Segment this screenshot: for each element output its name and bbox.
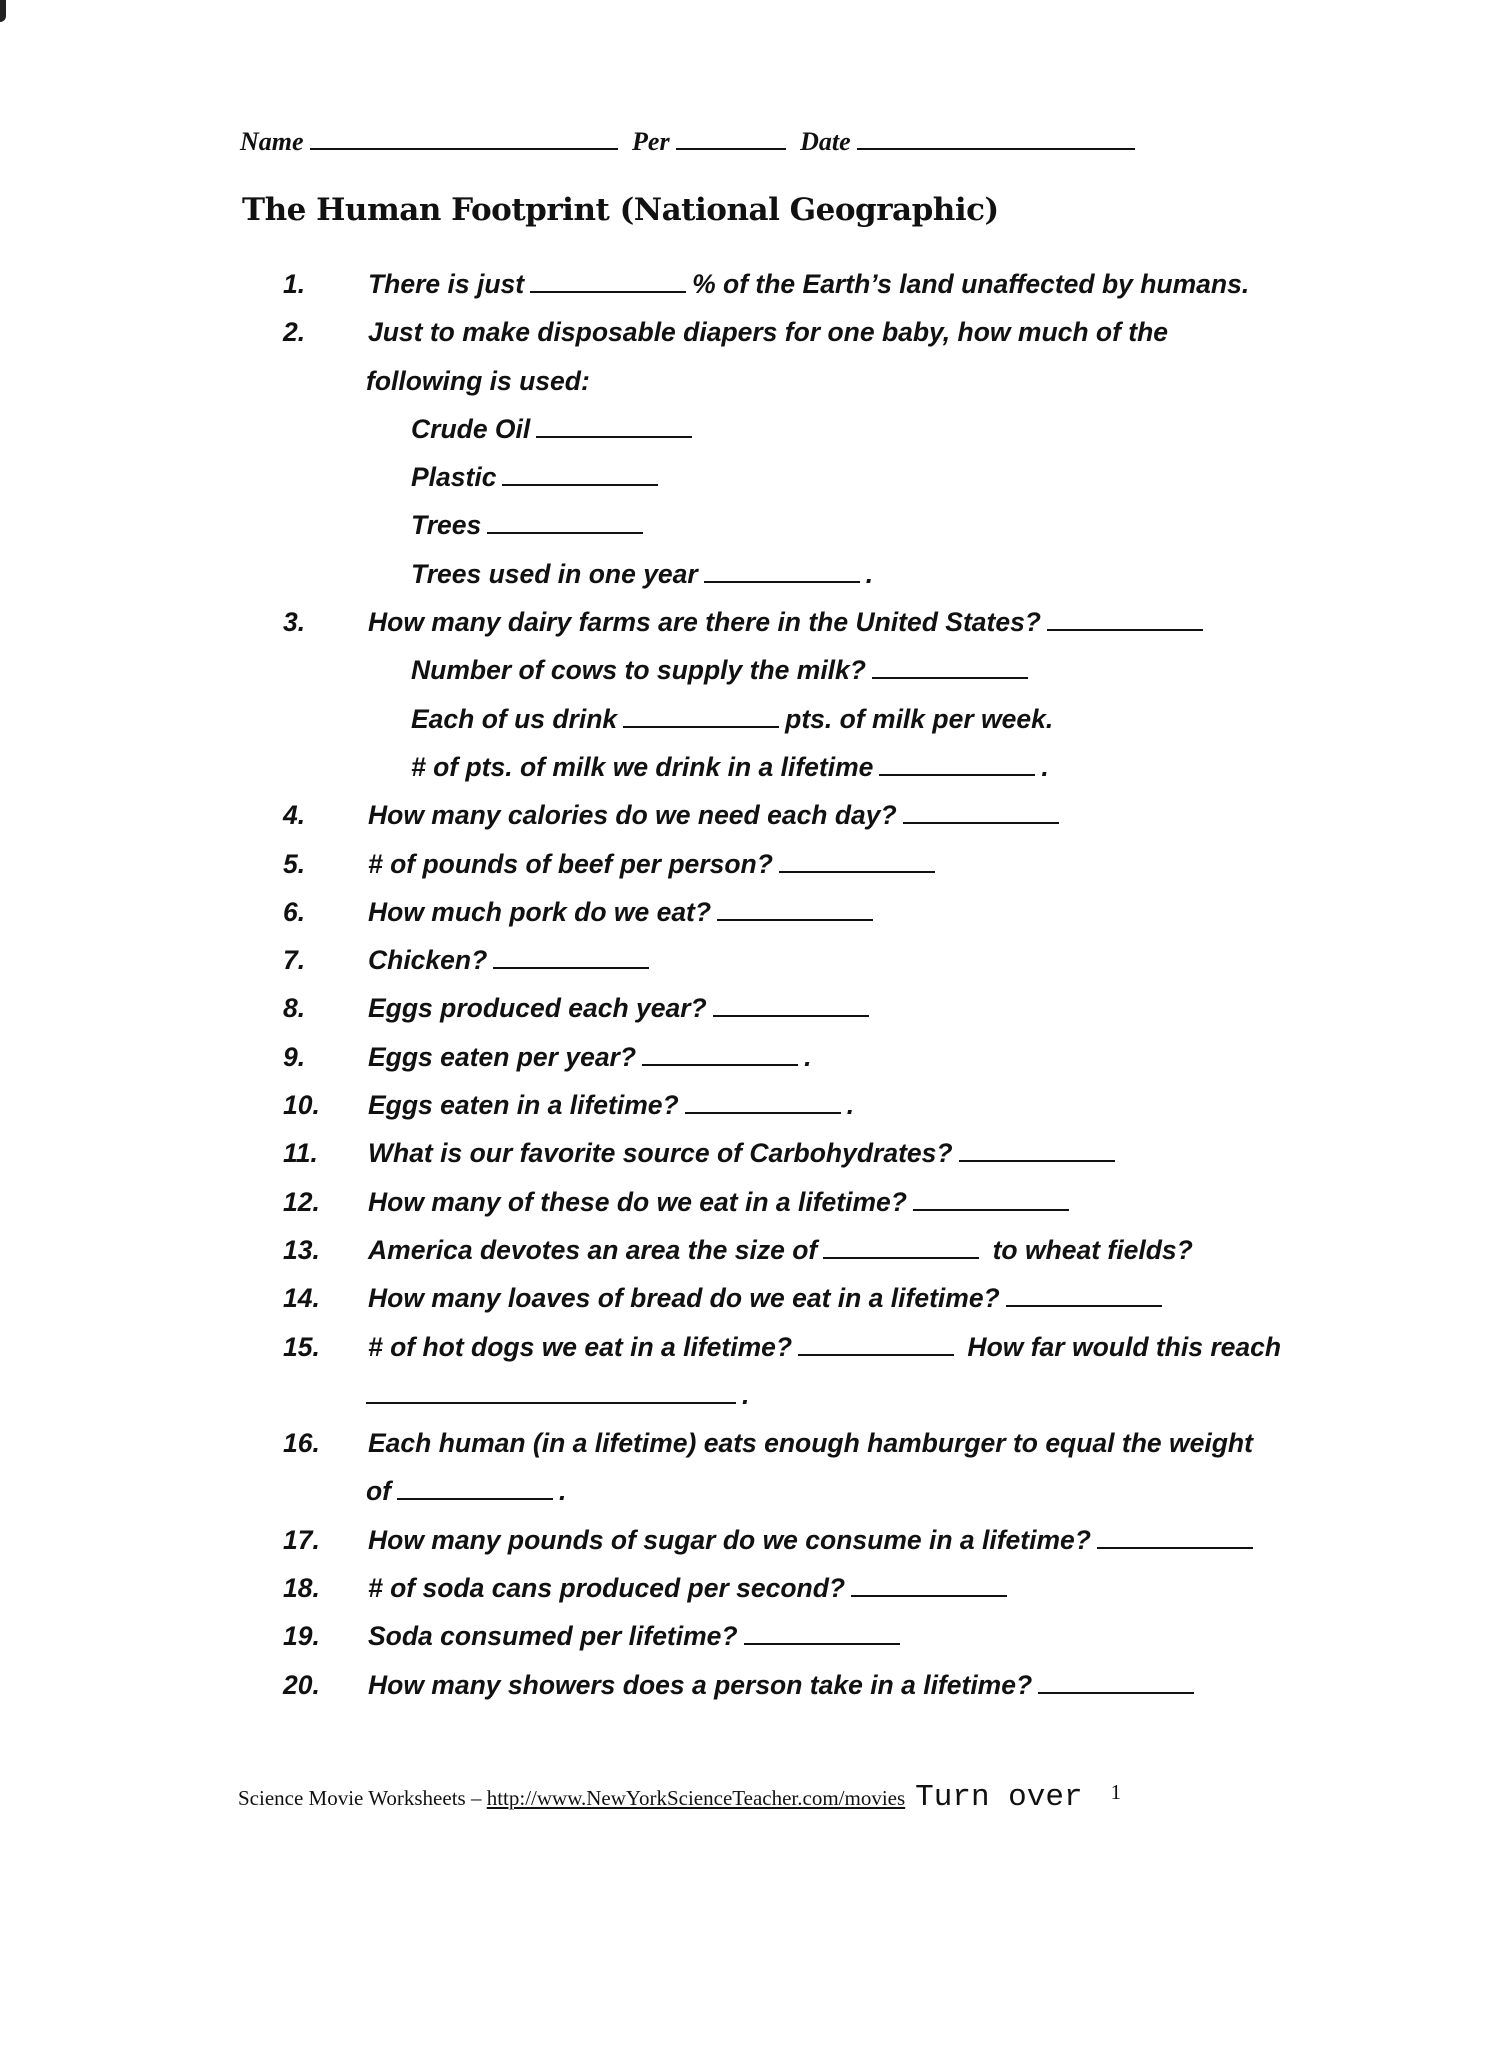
question-text-segment: % of the Earth’s land unaffected by humans. xyxy=(692,269,1250,299)
question-text-segment: # of hot dogs we eat in a lifetime? xyxy=(368,1331,793,1362)
question-text xyxy=(368,1323,1281,1371)
question-number: 2. xyxy=(283,317,306,348)
question-text xyxy=(411,453,664,501)
question-text xyxy=(368,936,655,984)
question-text-segment: # of pounds of beef per person? xyxy=(368,848,773,879)
question-line xyxy=(0,791,1492,839)
question-number: 14. xyxy=(283,1283,320,1314)
answer-blank[interactable] xyxy=(717,895,873,921)
answer-blank[interactable] xyxy=(366,1378,736,1404)
question-text xyxy=(368,1612,906,1660)
question-text xyxy=(368,1274,1168,1322)
worksheet-title: The Human Footprint (National Geographic) xyxy=(242,192,999,228)
question-text-segment: Eggs eaten per year? xyxy=(368,1041,637,1072)
question-text-segment: Eggs eaten in a lifetime? xyxy=(368,1090,679,1121)
question-line xyxy=(0,1129,1492,1177)
name-label: Name xyxy=(240,127,304,156)
question-line xyxy=(0,1419,1492,1467)
question-line xyxy=(0,840,1492,888)
question-line xyxy=(0,1516,1492,1564)
question-line xyxy=(0,1323,1492,1371)
date-label: Date xyxy=(800,127,851,156)
answer-blank[interactable] xyxy=(530,267,686,293)
answer-blank[interactable] xyxy=(623,702,779,728)
question-text xyxy=(368,308,1168,356)
question-number: 9. xyxy=(283,1041,306,1072)
question-text-segment: Number of cows to supply the milk? xyxy=(411,655,866,686)
per-label: Per xyxy=(632,127,670,156)
question-number: 5. xyxy=(283,848,306,879)
answer-blank[interactable] xyxy=(1047,605,1203,631)
question-text xyxy=(368,1081,854,1129)
question-text-segment: Each of us drink xyxy=(411,703,618,734)
question-line xyxy=(0,405,1492,453)
question-line xyxy=(0,1612,1492,1660)
question-line xyxy=(0,453,1492,501)
question-text xyxy=(368,1178,1075,1226)
answer-blank[interactable] xyxy=(487,508,643,534)
question-text-segment: . xyxy=(742,1379,750,1410)
question-line xyxy=(0,743,1492,791)
answer-blank[interactable] xyxy=(744,1619,900,1645)
question-number: 6. xyxy=(283,896,306,927)
answer-blank[interactable] xyxy=(779,847,935,873)
question-text xyxy=(368,1033,811,1081)
question-text xyxy=(411,550,873,598)
per-blank[interactable] xyxy=(676,126,786,150)
question-number: 15. xyxy=(283,1331,320,1362)
question-text xyxy=(368,1129,1121,1177)
question-line xyxy=(0,646,1492,694)
answer-blank[interactable] xyxy=(959,1136,1115,1162)
question-text-segment: . xyxy=(1041,751,1049,782)
question-line xyxy=(0,357,1492,405)
answer-blank[interactable] xyxy=(493,943,649,969)
question-line xyxy=(0,1661,1492,1709)
question-text-segment: How many calories do we need each day? xyxy=(368,800,897,831)
question-text xyxy=(411,405,698,453)
question-line xyxy=(0,1564,1492,1612)
question-number: 3. xyxy=(283,607,306,638)
answer-blank[interactable] xyxy=(798,1330,954,1356)
answer-blank[interactable] xyxy=(872,653,1028,679)
question-text xyxy=(368,1419,1253,1467)
question-text xyxy=(368,1564,1013,1612)
question-line xyxy=(0,1467,1492,1515)
question-line xyxy=(0,550,1492,598)
question-line xyxy=(0,1371,1492,1419)
question-text xyxy=(368,791,1065,839)
question-text xyxy=(368,598,1209,646)
question-line xyxy=(0,308,1492,356)
question-text xyxy=(411,743,1049,791)
question-line xyxy=(0,984,1492,1032)
question-text-segment: . xyxy=(804,1041,812,1072)
question-number: 19. xyxy=(283,1621,320,1652)
question-text-segment: Trees used in one year xyxy=(411,558,698,589)
question-text-segment: How many dairy farms are there in the United States? xyxy=(368,607,1041,638)
question-line xyxy=(0,1033,1492,1081)
answer-blank[interactable] xyxy=(642,1040,798,1066)
answer-blank[interactable] xyxy=(685,1088,841,1114)
footer xyxy=(238,1780,1121,1815)
question-line xyxy=(0,1081,1492,1129)
question-line xyxy=(0,1274,1492,1322)
question-text xyxy=(368,260,1249,308)
answer-blank[interactable] xyxy=(879,750,1035,776)
question-text-segment: How much pork do we eat? xyxy=(368,896,712,927)
question-text xyxy=(366,1467,566,1515)
question-text-segment: How many loaves of bread do we eat in a lifetime? xyxy=(368,1283,1000,1314)
answer-blank[interactable] xyxy=(903,798,1059,824)
question-text-segment: to wheat fields? xyxy=(985,1234,1193,1265)
question-text xyxy=(366,357,590,405)
answer-blank[interactable] xyxy=(1038,1668,1194,1694)
question-text xyxy=(368,888,879,936)
answer-blank[interactable] xyxy=(913,1185,1069,1211)
question-line xyxy=(0,888,1492,936)
question-text xyxy=(411,646,1034,694)
question-text-segment: . xyxy=(865,558,874,589)
answer-blank[interactable] xyxy=(1006,1281,1162,1307)
answer-blank[interactable] xyxy=(851,1571,1007,1597)
question-line xyxy=(0,695,1492,743)
question-number: 12. xyxy=(283,1186,320,1217)
footer-url-link[interactable]: http://www.NewYorkScienceTeacher.com/movies xyxy=(486,1786,906,1810)
answer-blank[interactable] xyxy=(704,557,860,583)
question-number: 17. xyxy=(283,1524,320,1555)
question-text-segment: # of soda cans produced per second? xyxy=(368,1573,846,1604)
question-text xyxy=(366,1371,749,1419)
answer-blank[interactable] xyxy=(502,460,658,486)
question-number: 16. xyxy=(283,1428,320,1459)
question-text xyxy=(368,1516,1259,1564)
question-number: 1. xyxy=(283,269,306,299)
student-info-header xyxy=(240,126,1143,157)
question-number: 11. xyxy=(283,1138,318,1169)
question-text-segment: Plastic xyxy=(411,462,497,493)
question-text xyxy=(368,1226,1193,1274)
question-text-segment: How many showers does a person take in a lifetime? xyxy=(368,1669,1033,1700)
question-number: 4. xyxy=(283,800,306,831)
question-text-segment: Crude Oil xyxy=(411,413,531,444)
question-line xyxy=(0,936,1492,984)
question-text-segment: America devotes an area the size of xyxy=(368,1234,818,1265)
question-number: 10. xyxy=(283,1090,320,1121)
question-text-segment: What is our favorite source of Carbohydrates? xyxy=(368,1138,953,1169)
question-text-segment: There is just xyxy=(368,269,525,299)
answer-blank[interactable] xyxy=(823,1233,979,1259)
answer-blank[interactable] xyxy=(713,991,869,1017)
question-text-segment: Each human (in a lifetime) eats enough hamburger to equal the weight xyxy=(368,1428,1253,1459)
answer-blank[interactable] xyxy=(397,1474,553,1500)
question-text xyxy=(411,501,649,549)
question-line xyxy=(0,1226,1492,1274)
footer-source: Science Movie Worksheets – xyxy=(238,1786,487,1810)
question-text xyxy=(411,695,1053,743)
question-text-segment: Chicken? xyxy=(368,945,488,976)
question-number: 13. xyxy=(283,1234,320,1265)
question-text-segment: How far would this reach xyxy=(960,1331,1282,1362)
question-text xyxy=(368,840,941,888)
question-text-segment: of xyxy=(366,1476,392,1507)
question-text-segment: Just to make disposable diapers for one baby, how much of the xyxy=(368,317,1169,348)
name-blank[interactable] xyxy=(310,126,618,150)
question-text-segment: Eggs produced each year? xyxy=(368,993,707,1024)
question-text-segment: Soda consumed per lifetime? xyxy=(368,1621,738,1652)
question-number: 7. xyxy=(283,945,306,976)
question-number: 18. xyxy=(283,1573,320,1604)
question-text xyxy=(368,984,875,1032)
question-list xyxy=(0,260,1492,1709)
question-line xyxy=(0,501,1492,549)
question-text-segment: pts. of milk per week. xyxy=(785,703,1054,734)
date-blank[interactable] xyxy=(857,126,1135,150)
question-text-segment: . xyxy=(846,1090,855,1121)
page-number: 1 xyxy=(1110,1780,1122,1804)
question-text-segment: Trees xyxy=(411,510,482,541)
scan-corner-mark xyxy=(0,0,6,22)
question-number: 20. xyxy=(283,1669,320,1700)
question-line xyxy=(0,1178,1492,1226)
answer-blank[interactable] xyxy=(536,412,692,438)
question-line xyxy=(0,598,1492,646)
question-text-segment: How many of these do we eat in a lifetime? xyxy=(368,1186,907,1217)
question-text xyxy=(368,1661,1200,1709)
question-text-segment: . xyxy=(559,1476,567,1507)
question-line xyxy=(0,260,1492,308)
question-number: 8. xyxy=(283,993,306,1024)
turn-over-note: Turn over xyxy=(915,1780,1083,1815)
question-text-segment: following is used: xyxy=(366,365,590,396)
question-text-segment: How many pounds of sugar do we consume in a lifetime? xyxy=(368,1524,1091,1555)
answer-blank[interactable] xyxy=(1097,1523,1253,1549)
question-text-segment: # of pts. of milk we drink in a lifetime xyxy=(411,751,874,782)
